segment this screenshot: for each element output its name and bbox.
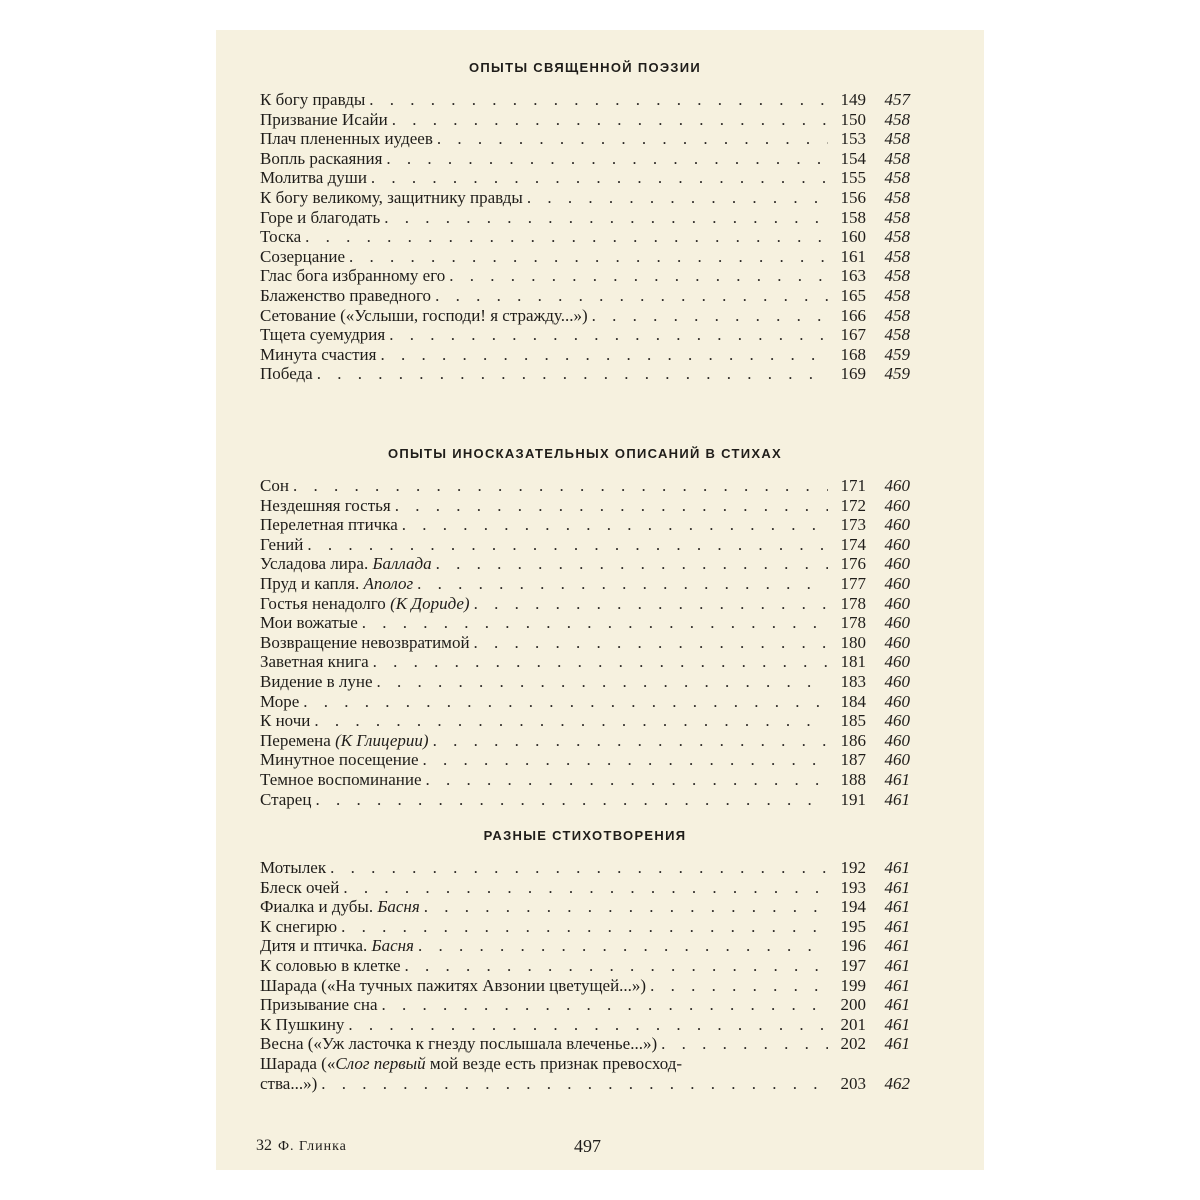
dot-leader xyxy=(317,364,828,384)
entry-commentary-page: 460 xyxy=(884,613,910,633)
entry-page-number: 181 xyxy=(840,652,866,672)
dot-leader xyxy=(402,515,828,535)
entry-title-continuation: ства...») xyxy=(260,1073,318,1093)
entry-commentary-page: 461 xyxy=(884,995,910,1015)
entry-title-text: Мотылек xyxy=(260,858,327,877)
toc-entry xyxy=(260,613,910,633)
entry-title-text: Шарада (« xyxy=(260,1053,336,1073)
entry-title-text: Заветная книга xyxy=(260,652,369,672)
toc-entry xyxy=(260,208,910,228)
entry-page-number: 168 xyxy=(840,344,866,364)
entry-commentary-page: 460 xyxy=(884,671,910,691)
toc-entry xyxy=(260,345,910,365)
dot-leader xyxy=(592,306,828,326)
entry-page-number: 185 xyxy=(840,711,866,731)
dot-leader xyxy=(426,770,828,790)
entry-title-text: Молитва души xyxy=(260,168,367,188)
entry-title-text: Возвращение невозвратимой xyxy=(260,632,470,652)
dot-leader xyxy=(369,90,828,110)
dot-leader xyxy=(377,672,828,692)
toc-entry xyxy=(260,168,910,188)
entry-title xyxy=(260,227,301,247)
entry-title-text: Победа xyxy=(260,364,313,384)
entry-commentary-page: 461 xyxy=(884,936,910,956)
entry-title-text: Блаженство праведного xyxy=(260,285,432,305)
entry-title xyxy=(260,770,422,790)
entry-commentary-page: 460 xyxy=(884,652,910,672)
dot-leader xyxy=(405,956,829,976)
entry-title-text: Сетование («Услыши, господи! я стражду...») xyxy=(260,305,588,325)
entry-title xyxy=(260,515,398,535)
entry-page-number: 176 xyxy=(840,554,866,574)
entry-commentary-page: 460 xyxy=(884,750,910,770)
entry-title-text: Видение в луне xyxy=(260,671,373,691)
entry-title-italic: (К Глицерии) xyxy=(335,730,429,750)
entry-page-number: 194 xyxy=(840,897,866,917)
entry-title xyxy=(260,711,310,731)
entry-title-text: Горе и благодать xyxy=(260,207,381,227)
entry-commentary-page: 460 xyxy=(884,515,910,535)
dot-leader xyxy=(423,750,828,770)
entry-title xyxy=(260,345,376,365)
entry-title xyxy=(260,672,373,692)
entry-commentary-page: 462 xyxy=(884,1073,910,1093)
entry-page-number: 161 xyxy=(840,246,866,266)
toc-entry xyxy=(260,149,910,169)
entry-page-number: 156 xyxy=(840,187,866,207)
signature-name: Ф. Глинка xyxy=(278,1139,347,1154)
dot-leader xyxy=(395,496,828,516)
entry-title xyxy=(260,168,367,188)
entry-title xyxy=(260,1034,657,1054)
entry-page-number: 191 xyxy=(840,789,866,809)
entry-page-number: 169 xyxy=(840,364,866,384)
entry-page-number: 149 xyxy=(840,90,866,109)
entry-page-number: 177 xyxy=(840,573,866,593)
entry-title xyxy=(260,613,358,633)
toc-entry xyxy=(260,652,910,672)
entry-title xyxy=(260,476,289,496)
dot-leader xyxy=(436,554,828,574)
entry-title xyxy=(260,535,303,555)
toc-entry xyxy=(260,247,910,267)
entry-page-number: 158 xyxy=(840,207,866,227)
entry-commentary-page: 461 xyxy=(884,1034,910,1054)
toc-entry xyxy=(260,976,910,996)
entry-commentary-page: 461 xyxy=(884,975,910,995)
entry-page-number: 178 xyxy=(840,593,866,613)
entry-page-number: 183 xyxy=(840,671,866,691)
entry-commentary-page: 458 xyxy=(884,266,910,286)
entry-title-italic: (К Дориде) xyxy=(390,593,470,613)
entry-title xyxy=(260,306,588,326)
entry-commentary-page: 460 xyxy=(884,476,910,495)
dot-leader xyxy=(650,976,828,996)
entry-title xyxy=(260,731,429,751)
entry-commentary-page: 458 xyxy=(884,207,910,227)
entry-title xyxy=(260,878,339,898)
entry-commentary-page: 458 xyxy=(884,305,910,325)
toc-entry xyxy=(260,750,910,770)
entry-page-number: 192 xyxy=(840,858,866,877)
entry-commentary-page: 460 xyxy=(884,632,910,652)
entry-title xyxy=(260,286,431,306)
entry-title-text: Блеск очей xyxy=(260,877,340,897)
entry-title xyxy=(260,266,445,286)
entry-commentary-page: 458 xyxy=(884,148,910,168)
section-title: ОПЫТЫ СВЯЩЕННОЙ ПОЭЗИИ xyxy=(469,60,701,75)
entry-title xyxy=(260,750,419,770)
entry-page-number: 196 xyxy=(840,936,866,956)
entry-page-number: 153 xyxy=(840,129,866,149)
entry-title-text: Тщета суемудрия xyxy=(260,325,386,345)
toc-entry xyxy=(260,574,910,594)
entry-page-number: 178 xyxy=(840,613,866,633)
toc-entry xyxy=(260,266,910,286)
entry-commentary-page: 460 xyxy=(884,730,910,750)
section-various-poems xyxy=(260,826,910,1093)
entry-commentary-page: 460 xyxy=(884,573,910,593)
entry-page-number: 154 xyxy=(840,148,866,168)
toc-entry xyxy=(260,878,910,898)
dot-leader xyxy=(305,227,828,247)
dot-leader xyxy=(348,1015,828,1035)
toc-entry-line xyxy=(260,1054,910,1074)
dot-leader xyxy=(330,858,828,878)
toc-entry xyxy=(260,306,910,326)
entry-page-number: 166 xyxy=(840,305,866,325)
page-number: 497 xyxy=(574,1136,601,1156)
entry-title xyxy=(260,110,388,130)
entry-page-number: 184 xyxy=(840,691,866,711)
entry-page-number: 187 xyxy=(840,750,866,770)
entry-title-italic: Баллада xyxy=(372,554,432,574)
entry-commentary-page: 461 xyxy=(884,789,910,809)
dot-leader xyxy=(380,345,828,365)
entry-title-text: Перелетная птичка xyxy=(260,515,398,535)
entry-title xyxy=(260,976,646,996)
entry-page-number: 163 xyxy=(840,266,866,286)
entry-title xyxy=(260,652,369,672)
dot-leader xyxy=(417,574,828,594)
book-page xyxy=(216,30,984,1170)
toc-entry xyxy=(260,364,910,384)
entry-page-number: 202 xyxy=(840,1034,866,1054)
toc-entry xyxy=(260,936,910,956)
entry-title-italic: Слог первый xyxy=(335,1053,426,1073)
dot-leader xyxy=(303,692,828,712)
entry-title xyxy=(260,858,326,878)
entry-title xyxy=(260,897,420,917)
entry-page-number: 172 xyxy=(840,495,866,515)
dot-leader xyxy=(373,652,828,672)
printer-signature xyxy=(256,1134,347,1159)
dot-leader xyxy=(474,633,828,653)
dot-leader xyxy=(527,188,828,208)
dot-leader xyxy=(349,247,828,267)
entry-page-number: 199 xyxy=(840,975,866,995)
entry-title-text: Усладова лира. xyxy=(260,554,369,574)
entry-commentary-page: 458 xyxy=(884,246,910,266)
section-title: ОПЫТЫ ИНОСКАЗАТЕЛЬНЫХ ОПИСАНИЙ В СТИХАХ xyxy=(387,446,783,461)
toc-entry xyxy=(260,672,910,692)
entry-title-text: Мои вожатые xyxy=(260,613,358,633)
entry-page-number: 155 xyxy=(840,168,866,188)
entry-title-text: К соловью в клетке xyxy=(260,955,401,975)
toc-entry xyxy=(260,476,910,496)
entry-title-text: Минута счастия xyxy=(260,344,377,364)
dot-leader xyxy=(661,1034,828,1054)
entry-title-text: Плач плененных иудеев xyxy=(260,129,433,149)
entry-title-text: Призвание Исайи xyxy=(260,109,388,129)
dot-leader xyxy=(386,149,828,169)
entry-commentary-page: 460 xyxy=(884,534,910,554)
entry-title-text: К Пушкину xyxy=(260,1014,345,1034)
toc-entry xyxy=(260,956,910,976)
entry-commentary-page: 458 xyxy=(884,187,910,207)
entry-title xyxy=(260,594,470,614)
entry-page-number: 193 xyxy=(840,877,866,897)
entry-page-number: 173 xyxy=(840,515,866,535)
entry-title xyxy=(260,188,523,208)
toc-entry xyxy=(260,711,910,731)
toc-entry xyxy=(260,594,910,614)
toc-entry xyxy=(260,1034,910,1054)
entry-title-text: Пруд и капля. xyxy=(260,573,360,593)
entry-commentary-page: 461 xyxy=(884,858,910,877)
entry-title-text: Призывание сна xyxy=(260,995,378,1015)
toc-entry xyxy=(260,110,910,130)
toc-entry xyxy=(260,286,910,306)
entry-title-text: Минутное посещение xyxy=(260,750,419,770)
dot-leader xyxy=(341,917,828,937)
entry-title xyxy=(260,129,433,149)
entry-commentary-page: 458 xyxy=(884,325,910,345)
entry-commentary-page: 460 xyxy=(884,495,910,515)
toc-entry xyxy=(260,1015,910,1035)
dot-leader xyxy=(389,325,828,345)
entry-title-text: Гений xyxy=(260,534,304,554)
dot-leader xyxy=(314,711,828,731)
entry-commentary-page: 461 xyxy=(884,955,910,975)
signature-number: 32 xyxy=(256,1137,272,1154)
entry-title xyxy=(260,325,385,345)
dot-leader xyxy=(474,594,828,614)
entry-title-text: Созерцание xyxy=(260,246,345,266)
entry-title-text: Старец xyxy=(260,789,312,809)
entry-title xyxy=(260,917,337,937)
toc-entry xyxy=(260,995,910,1015)
entry-title-text: К богу великому, защитнику правды xyxy=(260,187,523,207)
entry-title-text: Море xyxy=(260,691,300,711)
entry-title-italic: Аполог xyxy=(363,573,414,593)
entry-title-text: Весна («Уж ласточка к гнезду послышала влеченье...») xyxy=(260,1034,658,1054)
entry-title xyxy=(260,1015,344,1035)
entry-commentary-page: 457 xyxy=(884,90,910,109)
entry-page-number: 200 xyxy=(840,995,866,1015)
section-title: РАЗНЫЕ СТИХОТВОРЕНИЯ xyxy=(483,828,687,843)
toc-entry xyxy=(260,1074,910,1094)
entry-title-text: Вопль раскаяния xyxy=(260,148,383,168)
entry-title-text: Дитя и птичка. xyxy=(260,936,368,956)
entry-title xyxy=(260,956,401,976)
entry-title-text: Сон xyxy=(260,476,289,495)
toc-entry xyxy=(260,770,910,790)
entry-commentary-page: 458 xyxy=(884,285,910,305)
dot-leader xyxy=(424,897,828,917)
entry-title xyxy=(260,247,345,267)
entry-commentary-page: 459 xyxy=(884,364,910,384)
entry-commentary-page: 460 xyxy=(884,691,910,711)
entry-page-number: 167 xyxy=(840,325,866,345)
toc-entry xyxy=(260,188,910,208)
entry-title-text: К снегирю xyxy=(260,916,338,936)
toc-entry xyxy=(260,554,910,574)
entry-commentary-page: 461 xyxy=(884,916,910,936)
entry-title-text: К богу правды xyxy=(260,90,366,109)
entry-commentary-page: 460 xyxy=(884,711,910,731)
entry-page-number: 174 xyxy=(840,534,866,554)
dot-leader xyxy=(293,476,828,496)
entry-title-text: Фиалка и дубы. xyxy=(260,897,374,917)
entry-page-number: 201 xyxy=(840,1014,866,1034)
entry-commentary-page: 458 xyxy=(884,129,910,149)
dot-leader xyxy=(384,208,828,228)
entry-page-number: 150 xyxy=(840,109,866,129)
toc-list xyxy=(260,90,910,384)
toc-entry xyxy=(260,129,910,149)
entry-title xyxy=(260,790,311,810)
entry-title-text: Тоска xyxy=(260,227,302,247)
dot-leader xyxy=(437,129,828,149)
section-allegorical-descriptions xyxy=(260,444,910,809)
dot-leader xyxy=(435,286,828,306)
dot-leader xyxy=(371,168,828,188)
toc-entry xyxy=(260,325,910,345)
dot-leader xyxy=(449,266,828,286)
entry-commentary-page: 460 xyxy=(884,554,910,574)
dot-leader xyxy=(433,731,828,751)
entry-page-number: 188 xyxy=(840,769,866,789)
section-sacred-poetry xyxy=(260,58,910,384)
entry-title xyxy=(260,554,432,574)
entry-commentary-page: 461 xyxy=(884,1014,910,1034)
entry-title xyxy=(260,496,391,516)
entry-title xyxy=(260,633,470,653)
toc-entry xyxy=(260,790,910,810)
entry-page-number: 186 xyxy=(840,730,866,750)
entry-title xyxy=(260,1054,682,1073)
entry-commentary-page: 459 xyxy=(884,344,910,364)
toc-entry xyxy=(260,692,910,712)
entry-title xyxy=(260,208,380,228)
entry-title-text: Гостья ненадолго xyxy=(260,593,386,613)
entry-commentary-page: 458 xyxy=(884,168,910,188)
entry-commentary-page: 461 xyxy=(884,897,910,917)
entry-title xyxy=(260,692,299,712)
entry-page-number: 165 xyxy=(840,285,866,305)
dot-leader xyxy=(343,878,828,898)
entry-commentary-page: 458 xyxy=(884,109,910,129)
toc-entry xyxy=(260,731,910,751)
entry-title-text: Темное воспоминание xyxy=(260,769,422,789)
entry-page-number: 197 xyxy=(840,955,866,975)
entry-title xyxy=(260,149,382,169)
entry-page-number: 203 xyxy=(840,1073,866,1093)
toc-entry xyxy=(260,535,910,555)
entry-page-number: 195 xyxy=(840,916,866,936)
entry-page-number: 160 xyxy=(840,227,866,247)
entry-title-italic: Басня xyxy=(377,897,420,917)
toc-entry xyxy=(260,633,910,653)
entry-commentary-page: 461 xyxy=(884,769,910,789)
dot-leader xyxy=(382,995,828,1015)
entry-title-text: К ночи xyxy=(260,711,311,731)
entry-title xyxy=(260,574,413,594)
dot-leader xyxy=(392,110,828,130)
dot-leader xyxy=(321,1074,828,1094)
entry-page-number: 180 xyxy=(840,632,866,652)
entry-commentary-page: 461 xyxy=(884,877,910,897)
toc-entry xyxy=(260,496,910,516)
dot-leader xyxy=(418,936,828,956)
entry-commentary-page: 460 xyxy=(884,593,910,613)
toc-entry xyxy=(260,917,910,937)
entry-title-italic: Басня xyxy=(371,936,414,956)
dot-leader xyxy=(315,790,828,810)
toc-list xyxy=(260,858,910,1093)
toc-entry xyxy=(260,897,910,917)
entry-commentary-page: 458 xyxy=(884,227,910,247)
toc-list xyxy=(260,476,910,809)
entry-title-text: Шарада («На тучных пажитях Авзонии цветущей...») xyxy=(260,975,647,995)
toc-entry xyxy=(260,515,910,535)
entry-title xyxy=(260,364,313,384)
toc-entry xyxy=(260,858,910,878)
entry-title-rest: мой везде есть признак превосход- xyxy=(425,1053,683,1073)
entry-title xyxy=(260,995,378,1015)
entry-title-text: Нездешняя гостья xyxy=(260,495,391,515)
toc-entry xyxy=(260,90,910,110)
dot-leader xyxy=(362,613,828,633)
entry-title-text: Глас бога избранному его xyxy=(260,266,446,286)
entry-title xyxy=(260,90,365,110)
entry-page-number: 171 xyxy=(840,476,866,495)
entry-title-text: Перемена xyxy=(260,730,331,750)
page-footer xyxy=(256,1134,916,1158)
toc-entry xyxy=(260,227,910,247)
entry-title xyxy=(260,936,414,956)
dot-leader xyxy=(307,535,828,555)
